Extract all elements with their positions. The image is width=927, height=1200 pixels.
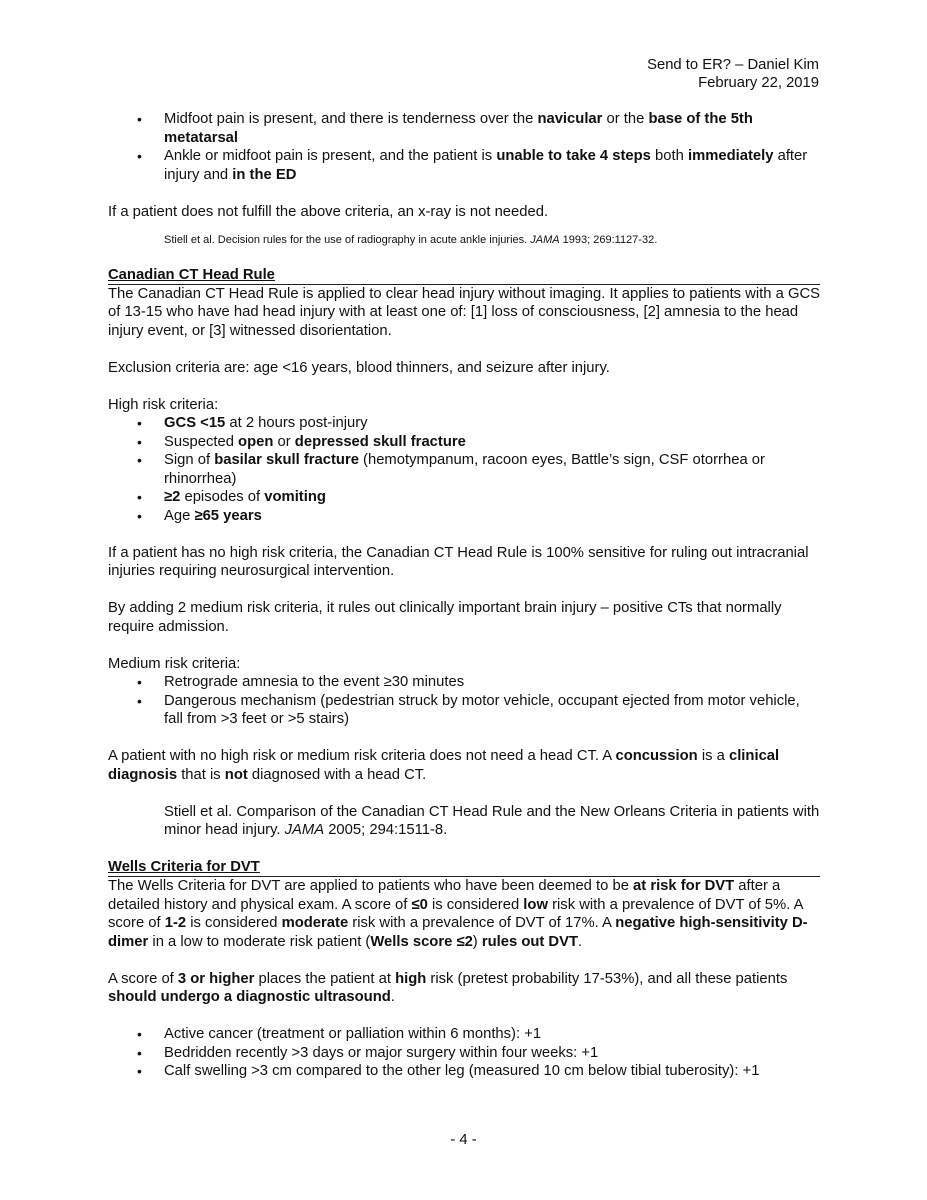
list-item: • Suspected open or depressed skull fracture (164, 433, 820, 452)
list-item: • Sign of basilar skull fracture (hemotympanum, racoon eyes, Battle’s sign, CSF otorrhea or rhinorrhea) (164, 451, 820, 488)
ankle-conclusion: If a patient does not fulfill the above criteria, an x-ray is not needed. (108, 203, 549, 220)
ct-head-conclusion: A patient with no high risk or medium risk criteria does not need a head CT. A concussion is a clinical diagnosis that is not diagnosed with a head CT. (108, 748, 780, 783)
wells-criteria-list (108, 1025, 820, 1081)
header-title: Send to ER? – Daniel Kim (647, 57, 819, 73)
list-item: • Ankle or midfoot pain is present, and the patient is unable to take 4 steps both immediately after injury and in the ED (164, 147, 820, 184)
list-item: • Bedridden recently >3 days or major surgery within four weeks: +1 (164, 1044, 820, 1063)
list-item: • Active cancer (treatment or palliation within 6 months): +1 (164, 1025, 820, 1044)
list-item: • ≥2 episodes of vomiting (164, 488, 820, 507)
list-item: • Retrograde amnesia to the event ≥30 minutes (164, 673, 820, 692)
list-item: • Age ≥65 years (164, 507, 820, 526)
medium-risk-label: Medium risk criteria: (108, 655, 241, 672)
ct-head-exclusion: Exclusion criteria are: age <16 years, blood thinners, and seizure after injury. (108, 359, 610, 376)
ankle-criteria-list (108, 110, 820, 184)
list-item: • Midfoot pain is present, and there is tenderness over the navicular or the base of the 5th metatarsal (164, 110, 820, 147)
ct-head-sensitivity: If a patient has no high risk criteria, the Canadian CT Head Rule is 100% sensitive for ruling out intracranial injuries requiring neurosurgical intervention. (108, 544, 809, 579)
ct-head-medium-add: By adding 2 medium risk criteria, it rules out clinically important brain injury – positive CTs that normally require admission. (108, 600, 782, 635)
wells-intro: The Wells Criteria for DVT are applied to patients who have been deemed to be at risk for DVT after a detailed history and physical exam. A score of ≤0 is considered low risk with a prevalence of DVT of 5%. A score of 1-2 is considered moderate risk with a prevalence of DVT of 17%. A negative high-sensitivity D-dimer in a low to moderate risk patient (Wells score ≤2) rules out DVT. (108, 878, 808, 950)
high-risk-list (108, 414, 820, 525)
list-item: • GCS <15 at 2 hours post-injury (164, 414, 820, 433)
ct-head-intro: The Canadian CT Head Rule is applied to clear head injury without imaging. It applies to patients with a GCS of 13-15 who have had head injury with at least one of: [1] loss of consciousness, [2] amnesia to the head injury event, or [3] witnessed disorientation. (108, 285, 821, 339)
medium-risk-list (108, 673, 820, 729)
header-date: February 22, 2019 (698, 75, 819, 91)
page-content (108, 110, 820, 1081)
list-item: • Calf swelling >3 cm compared to the other leg (measured 10 cm below tibial tuberosity): +1 (164, 1062, 820, 1081)
ankle-citation: Stiell et al. Decision rules for the use of radiography in acute ankle injuries. JAMA 1993; 269:1127-32. (164, 234, 658, 246)
page-number: - 4 - (450, 1132, 477, 1148)
section-title-wells: Wells Criteria for DVT (108, 858, 820, 877)
page-header (647, 56, 819, 92)
wells-high: A score of 3 or higher places the patient at high risk (pretest probability 17-53%), and all these patients should undergo a diagnostic ultrasound. (108, 970, 788, 1005)
high-risk-label: High risk criteria: (108, 396, 219, 413)
list-item: • Dangerous mechanism (pedestrian struck by motor vehicle, occupant ejected from motor vehicle, fall from >3 feet or >5 stairs) (164, 692, 820, 729)
ct-head-citation: Stiell et al. Comparison of the Canadian CT Head Rule and the New Orleans Criteria in patients with minor head injury. JAMA 2005; 294:1511-8. (164, 803, 820, 838)
section-title-ct-head: Canadian CT Head Rule (108, 266, 820, 285)
